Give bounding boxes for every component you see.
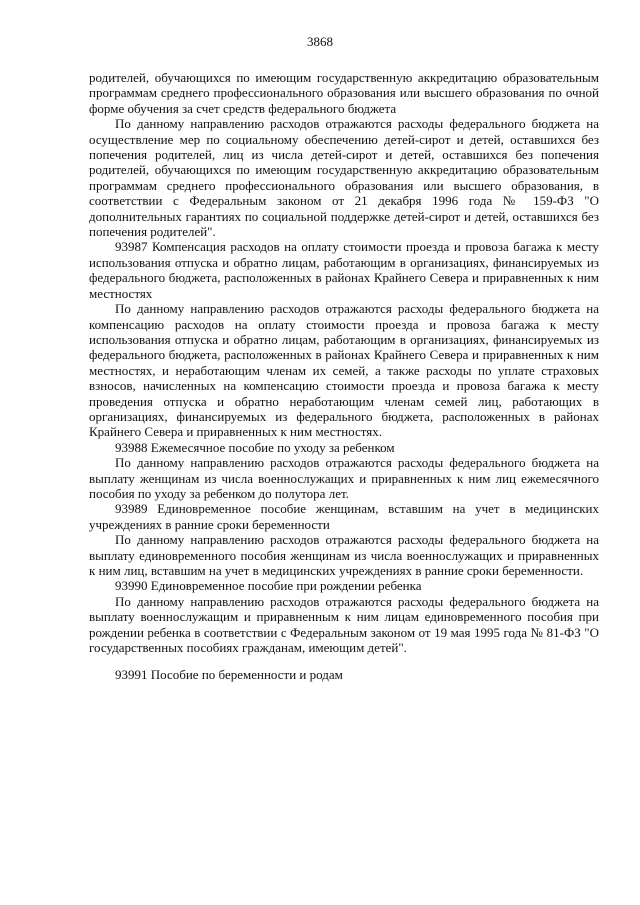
paragraph-description: По данному направлению расходов отражаются расходы федерального бюджета на выплату единовременного пособия женщинам из числа военнослужащих и приравненных к ним лиц, вставшим на учет в медицинских учреждениях в ранние сроки беременности. <box>89 532 599 578</box>
paragraph-description: По данному направлению расходов отражаются расходы федерального бюджета на выплату женщинам из числа военнослужащих и приравненных к ним лиц ежемесячного пособия по уходу за ребенком до полутора лет. <box>89 455 599 501</box>
paragraph-continuation: родителей, обучающихся по имеющим государственную аккредитацию образовательным программам среднего профессионального образования или высшего образования по очной форме обучения за счет средств федерального бюджета <box>89 70 599 116</box>
paragraph-description: По данному направлению расходов отражаются расходы федерального бюджета на компенсацию расходов на оплату стоимости проезда и провоза багажа к месту использования отпуска и обратно лицам, работающим в организациях, финансируемых из федерального бюджета, расположенных в районах Крайнего Севера и приравненных к ним местностях, и неработающим членам их семей, а также расходы по уплате страховых взносов, начисленных на компенсацию стоимости проезда и провоза багажа к месту проведения отпуска и обратно неработающим членам семей лиц, работающих в организациях, финансируемых из федерального бюджета, расположенных в районах Крайнего Севера и приравненных к ним местностях. <box>89 301 599 440</box>
body-text <box>89 70 599 683</box>
section-heading-93989: 93989 Единовременное пособие женщинам, вставшим на учет в медицинских учреждениях в ранние сроки беременности <box>89 501 599 532</box>
page-number: 3868 <box>307 34 333 49</box>
section-heading-93990: 93990 Единовременное пособие при рождении ребенка <box>115 578 422 594</box>
section-heading-93991: 93991 Пособие по беременности и родам <box>115 667 343 683</box>
paragraph-description: По данному направлению расходов отражаются расходы федерального бюджета на осуществление мер по социальному обеспечению детей-сирот и детей, оставшихся без попечения родителей, лиц из числа детей-сирот и детей, оставшихся без попечения родителей, обучающихся по имеющим государственную аккредитацию образовательным программам среднего профессионального образования или высшего образования, в соответствии с Федеральным законом от 21 декабря 1996 года № 159-ФЗ "О дополнительных гарантиях по социальной поддержке детей-сирот и детей, оставшихся без попечения родителей". <box>89 116 599 240</box>
paragraph-description: По данному направлению расходов отражаются расходы федерального бюджета на выплату военнослужащим и приравненным к ним лицам единовременного пособия при рождении ребенка в соответствии с Федеральным законом от 19 мая 1995 года № 81-ФЗ "О государственных пособиях гражданам, имеющим детей". <box>89 593 599 656</box>
section-heading-93988: 93988 Ежемесячное пособие по уходу за ребенком <box>115 439 395 455</box>
section-heading-93987: 93987 Компенсация расходов на оплату стоимости проезда и провоза багажа к месту использования отпуска и обратно лицам, работающим в организациях, финансируемых из федерального бюджета, расположенных в районах Крайнего Севера и приравненных к ним местностях <box>89 239 599 301</box>
